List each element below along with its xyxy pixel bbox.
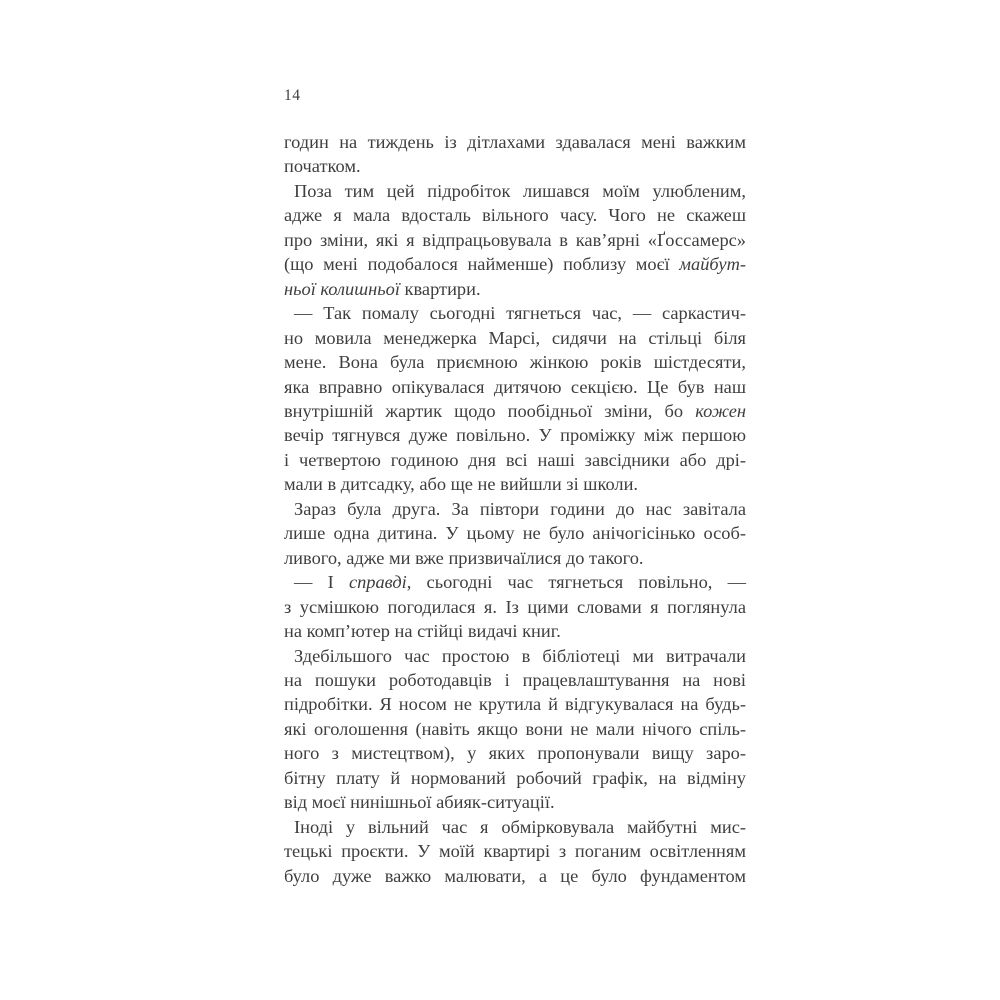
text-run: на комп’ютер на стійці видачі книг. — [284, 621, 561, 642]
page-number: 14 — [284, 87, 301, 104]
text-line — [284, 448, 746, 472]
text-line — [284, 472, 746, 496]
text-line — [284, 766, 746, 790]
text-line — [284, 497, 746, 521]
text-line — [284, 179, 746, 203]
text-run: підробітки. Я носом не крутила й відгукувалася на будь- — [284, 694, 746, 715]
text-run: і четвертою годиною дня всі наші завсідники або дрі- — [284, 449, 746, 470]
text-line — [284, 130, 746, 154]
text-run: про зміни, які я відпрацьовувала в кав’ярні «Ґоссамерс» — [284, 229, 746, 250]
text-line — [284, 203, 746, 227]
text-run: квартири. — [399, 278, 481, 299]
text-line — [284, 595, 746, 619]
text-run: — І — [294, 572, 349, 593]
text-run: було дуже важко малювати, а це було фундаментом — [284, 865, 746, 886]
text-line — [284, 790, 746, 814]
text-run: бітну плату й нормований робочий графік, на відміну — [284, 767, 746, 788]
text-line — [284, 326, 746, 350]
text-run: мали в дитсадку, або ще не вийшли зі школи. — [284, 474, 639, 495]
text-line — [284, 644, 746, 668]
italic-text-run: кожен — [695, 400, 746, 421]
text-line — [284, 619, 746, 643]
body-text — [284, 130, 746, 888]
text-line — [284, 570, 746, 594]
text-run: тецькі проєкти. У моїй квартирі з поганим освітленням — [284, 841, 746, 862]
italic-text-run: справді — [348, 572, 407, 593]
italic-text-run: майбут- — [679, 254, 746, 275]
text-line — [284, 252, 746, 276]
text-line — [284, 668, 746, 692]
text-line — [284, 839, 746, 863]
text-run: Іноді у вільний час я обмірковувала майбутні мис- — [294, 816, 746, 837]
text-line — [284, 864, 746, 888]
text-run: які оголошення (навіть якщо вони не мали нічого спіль- — [284, 718, 746, 739]
text-run: адже я мала вдосталь вільного часу. Чого не скажеш — [284, 205, 746, 226]
text-run: но мовила менеджерка Марсі, сидячи на стільці біля — [284, 327, 746, 348]
text-line — [284, 741, 746, 765]
text-run: (що мені подобалося найменше) поблизу моєї — [284, 254, 680, 275]
text-line — [284, 350, 746, 374]
text-run: лише одна дитина. У цьому не було анічогісінько особ- — [284, 523, 746, 544]
text-run: Здебільшого час простою в бібліотеці ми витрачали — [294, 645, 746, 666]
text-run: від моєї нинішньої абияк-ситуації. — [284, 792, 555, 813]
text-line — [284, 692, 746, 716]
text-run: Зараз була друга. За півтори години до нас завітала — [294, 498, 746, 519]
italic-text-run: ньої колишньої — [284, 278, 400, 299]
text-line — [284, 228, 746, 252]
text-run: з усмішкою погодилася я. Із цими словами я поглянула — [284, 596, 746, 617]
text-run: на пошуки роботодавців і працевлаштування на нові — [284, 669, 746, 690]
text-run: ливого, адже ми вже призвичаїлися до такого. — [284, 547, 644, 568]
text-run: вечір тягнувся дуже повільно. У проміжку між першою — [284, 425, 746, 446]
text-line — [284, 301, 746, 325]
text-line — [284, 717, 746, 741]
text-run: Поза тим цей підробіток лишався моїм улюбленим, — [294, 180, 746, 201]
text-line — [284, 154, 746, 178]
text-run: годин на тиждень із дітлахами здавалася мені важким — [284, 132, 746, 152]
text-run: — Так помалу сьогодні тягнеться час, — саркастич- — [294, 303, 746, 324]
text-line — [284, 521, 746, 545]
text-run: ного з мистецтвом), у яких пропонували вищу заро- — [284, 743, 746, 764]
text-line — [284, 546, 746, 570]
text-run: , сьогодні час тягнеться повільно, — — [406, 572, 747, 593]
text-line — [284, 375, 746, 399]
text-run: яка вправно опікувалася дитячою секцією. Це був наш — [284, 376, 746, 397]
text-run: мене. Вона була приємною жінкою років шістдесяти, — [284, 352, 746, 373]
text-line — [284, 399, 746, 423]
text-line — [284, 815, 746, 839]
text-line — [284, 277, 746, 301]
text-run: початком. — [284, 156, 361, 177]
text-run: внутрішній жартик щодо пообідньої зміни, бо — [284, 400, 696, 421]
text-line — [284, 423, 746, 447]
